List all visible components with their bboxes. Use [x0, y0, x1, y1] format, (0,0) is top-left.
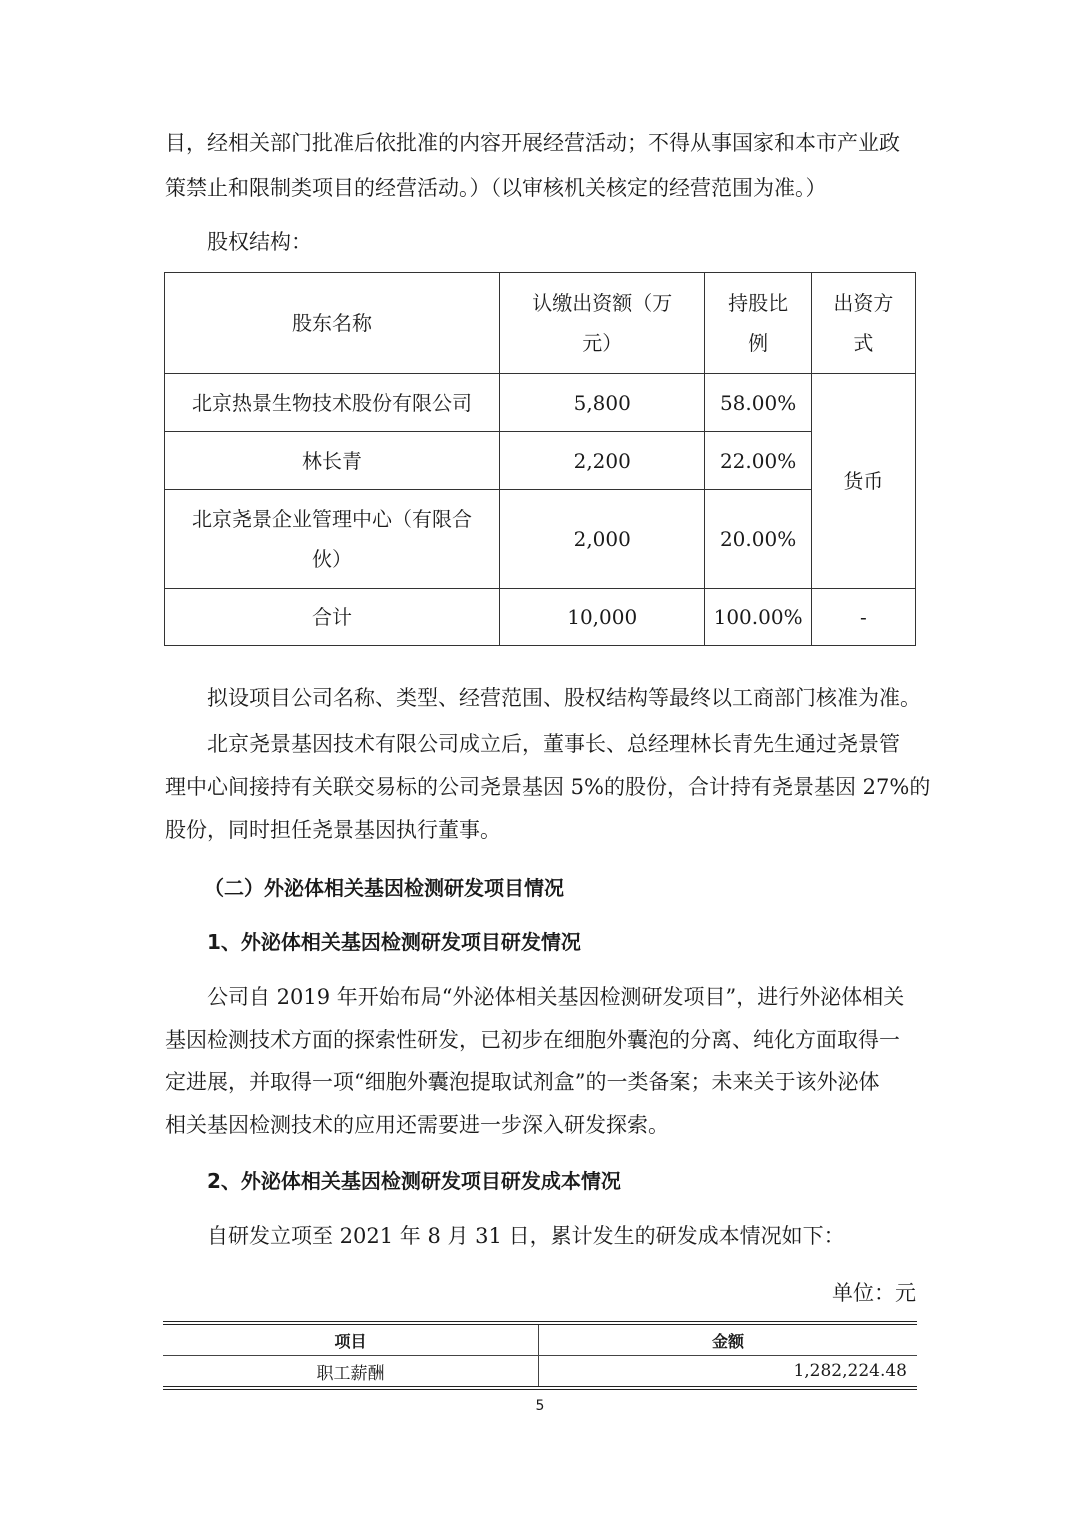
paragraph-approval: 拟设项目公司名称、类型、经营范围、股权结构等最终以工商部门核准为准。: [207, 686, 921, 710]
cost-header-row: [163, 1323, 917, 1356]
paragraph-holding-line-2: 理中心间接持有关联交易标的公司尧景基因 5%的股份，合计持有尧景基因 27%的: [165, 775, 931, 799]
page-number: 5: [535, 1398, 545, 1414]
equity-table: [164, 272, 916, 646]
total-method: -: [811, 589, 915, 646]
rd-cost-table: [163, 1321, 917, 1390]
header-contribution-method: 出资方 式: [811, 273, 915, 374]
header-shareholder-name: 股东名称: [165, 273, 500, 374]
subscribed-amount: 2,200: [500, 432, 705, 490]
header-share-ratio: 持股比 例: [705, 273, 811, 374]
unit-label: 单位：元: [832, 1281, 916, 1305]
table-row: [165, 374, 916, 432]
paragraph-holding-line-1: 北京尧景基因技术有限公司成立后，董事长、总经理林长青先生通过尧景管: [207, 732, 900, 756]
table-row: [165, 432, 916, 490]
table-row: [163, 1356, 917, 1389]
rd-cost-intro: 自研发立项至 2021 年 8 月 31 日，累计发生的研发成本情况如下：: [207, 1224, 845, 1248]
header-item: 项目: [163, 1323, 539, 1356]
rd-paragraph-line-4: 相关基因检测技术的应用还需要进一步深入研发探索。: [165, 1113, 669, 1137]
rd-paragraph-line-3: 定进展，并取得一项“细胞外囊泡提取试剂盒”的一类备案；未来关于该外泌体: [165, 1070, 880, 1094]
shareholder-name: 林长青: [165, 432, 500, 490]
header-amount: 金额: [539, 1323, 918, 1356]
equity-header-row: [165, 273, 916, 374]
subsection-heading-1: 1、外泌体相关基因检测研发项目研发情况: [207, 930, 581, 954]
shareholder-name: 北京热景生物技术股份有限公司: [165, 374, 500, 432]
rd-paragraph-line-2: 基因检测技术方面的探索性研发，已初步在细胞外囊泡的分离、纯化方面取得一: [165, 1028, 900, 1052]
cost-amount: 1,282,224.48: [539, 1356, 918, 1389]
subscribed-amount: 5,800: [500, 374, 705, 432]
total-label: 合计: [165, 589, 500, 646]
section-heading: （二）外泌体相关基因检测研发项目情况: [204, 876, 564, 900]
total-row: [165, 589, 916, 646]
rd-paragraph-line-1: 公司自 2019 年开始布局“外泌体相关基因检测研发项目”，进行外泌体相关: [207, 985, 905, 1009]
equity-structure-label: 股权结构：: [207, 230, 312, 254]
paragraph-holding-line-3: 股份，同时担任尧景基因执行董事。: [165, 818, 501, 842]
share-ratio: 20.00%: [705, 490, 811, 589]
table-row: [165, 490, 916, 589]
subsection-heading-2: 2、外泌体相关基因检测研发项目研发成本情况: [207, 1169, 621, 1193]
subscribed-amount: 2,000: [500, 490, 705, 589]
header-subscribed-amount: 认缴出资额（万 元）: [500, 273, 705, 374]
total-ratio: 100.00%: [705, 589, 811, 646]
contribution-method-merged: 货币: [811, 374, 915, 589]
cost-item: 职工薪酬: [316, 1363, 385, 1384]
share-ratio: 58.00%: [705, 374, 811, 432]
share-ratio: 22.00%: [705, 432, 811, 490]
intro-line-2: 策禁止和限制类项目的经营活动。）（以审核机关核定的经营范围为准。）: [165, 176, 827, 200]
intro-line-1: 目，经相关部门批准后依批准的内容开展经营活动；不得从事国家和本市产业政: [165, 131, 900, 155]
shareholder-name: 北京尧景企业管理中心（有限合 伙）: [165, 490, 500, 589]
total-amount: 10,000: [500, 589, 705, 646]
